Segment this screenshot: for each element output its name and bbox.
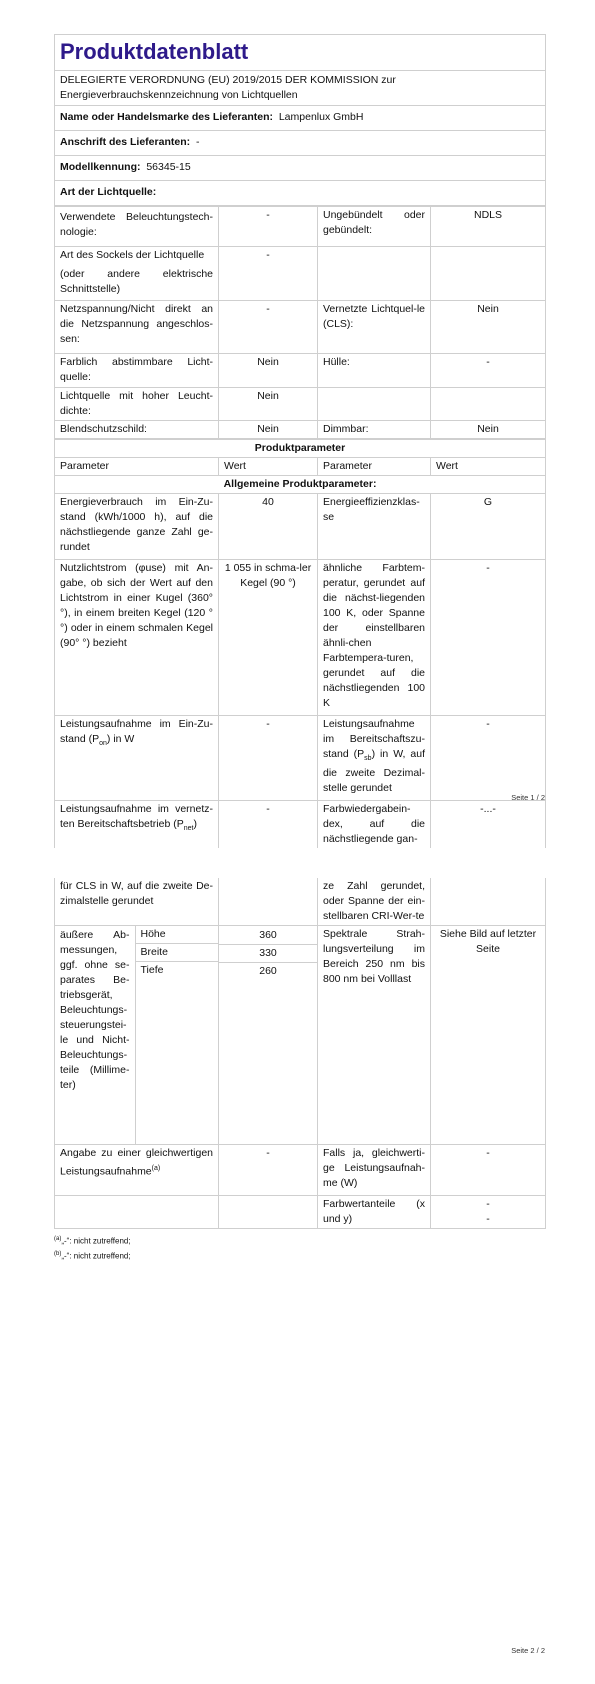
footnotes [54, 1233, 545, 1262]
light-source-table [54, 206, 546, 439]
model-label: Modellkennung: [60, 161, 141, 173]
regulation-text: DELEGIERTE VERORDNUNG (EU) 2019/2015 DER KOMMISSION zur Energieverbrauchskennzeichnung von Lichtquellen [55, 71, 546, 106]
footnote: $^{(b)}$„-“: nicht zutreffend; [54, 1250, 131, 1261]
address-label: Anschrift des Lieferanten: [60, 136, 191, 148]
table-row: Netzspannung/Nicht direkt an die Netzspannung angeschlos-sen: - Vernetzte Lichtquel-le (CLS): Nein [55, 301, 546, 354]
light-source-type: Art der Lichtquelle: [55, 181, 546, 206]
supplier-label: Name oder Handelsmarke des Lieferanten: [60, 111, 273, 123]
header-table [54, 34, 546, 206]
table-row: Lichtquelle mit hoher Leucht-dichte: Nein [55, 388, 546, 421]
table-row: Energieverbrauch im Ein-Zu-stand (kWh/1000 h), auf die nächstliegende ganze Zahl ge-rundet 40 Energieeffizienzklas-se G [55, 494, 546, 560]
table-row: Nutzlichtstrom (φuse) mit An-gabe, ob sich der Wert auf den Lichtstrom in einer Kugel (360° °), in einem breiten Kegel (120 °°) oder in einem schmalen Kegel (90° °) bezieht 1 055 in schma-ler Kegel (90 °) ähnliche Farbtem-peratur, gerundet auf die nächst-liegenden 100 K, oder Spanne der einstellbaren ähnli-chen Farbtempera-turen, gerundet auf die nächstliegenden 100 K - [55, 560, 546, 716]
page-number: Seite 2 / 2 [511, 1646, 545, 1655]
address-row [55, 131, 546, 156]
table-row: Leistungsaufnahme im vernetz-ten Bereitschaftsbetrieb $(P_{net})$ - Farbwiedergabein-dex, auf die nächstliegende gan- -...- [55, 801, 546, 849]
table-row: Verwendete Beleuchtungstech-nologie: - Ungebündelt oder gebündelt: NDLS [55, 207, 546, 247]
page-title: Produktdatenblatt [55, 35, 546, 71]
footnote: $^{(a)}$„-“: nicht zutreffend; [54, 1236, 131, 1246]
dimensions-label: äußere Ab-messungen, ggf. ohne se-parates Be-triebsgerät, Beleuchtungs-steuerungstei-le und Nicht-Beleuchtungs-teile (Millime-ter) [55, 926, 135, 1144]
supplier-value: Lampenlux GmbH [278, 111, 364, 123]
page-2 [0, 842, 595, 1684]
address-value: - [195, 136, 200, 148]
product-params-heading: Produktparameter [55, 440, 546, 458]
column-header-row: Parameter Wert Parameter Wert [55, 458, 546, 476]
table-row: Art des Sockels der Lichtquelle (oder andere elektrische Schnittstelle) - [55, 247, 546, 301]
datasheet-page-1 [54, 34, 545, 848]
general-params-heading: Allgemeine Produktparameter: [55, 476, 546, 494]
model-row [55, 156, 546, 181]
table-row: Leistungsaufnahme im Ein-Zu-stand $(P_{on})$ in W - Leistungsaufnahme im Bereitschaftszu-stand $(P_{sb})$ in W, auf die zweite Dezimal-stelle gerundet - [55, 716, 546, 801]
table-row: für CLS in W, auf die zweite De-zimalstelle gerundet ze Zahl gerundet, oder Spanne der ein-stellbaren CRI-Wer-te [55, 878, 546, 926]
table-row: Blendschutzschild: Nein Dimmbar: Nein [55, 421, 546, 439]
table-row: Farbwertanteile (x und y) - - [55, 1196, 546, 1229]
datasheet-page-2 [54, 878, 545, 1262]
product-params-table-cont [54, 878, 546, 1229]
table-row: Angabe zu einer gleichwertigen Leistungsaufnahme$^{(a)}$ - Falls ja, gleichwerti-ge Leistungsaufnah-me (W) - [55, 1145, 546, 1196]
dimensions-row: äußere Ab-messungen, ggf. ohne se-parates Be-triebsgerät, Beleuchtungs-steuerungstei-le und Nicht-Beleuchtungs-teile (Millime-ter) Höhe Breite Tiefe 360 330 260 Spektrale Strah-lungsverteilung im Bereich 250 nm bis 800 nm bei Volllast Siehe Bild auf letzter Seite [55, 926, 546, 1145]
product-params-table [54, 439, 546, 848]
page-number: Seite 1 / 2 [511, 793, 545, 802]
model-value: 56345-15 [146, 161, 191, 173]
supplier-row [55, 106, 546, 131]
table-row: Farblich abstimmbare Licht-quelle: Nein Hülle: - [55, 354, 546, 388]
